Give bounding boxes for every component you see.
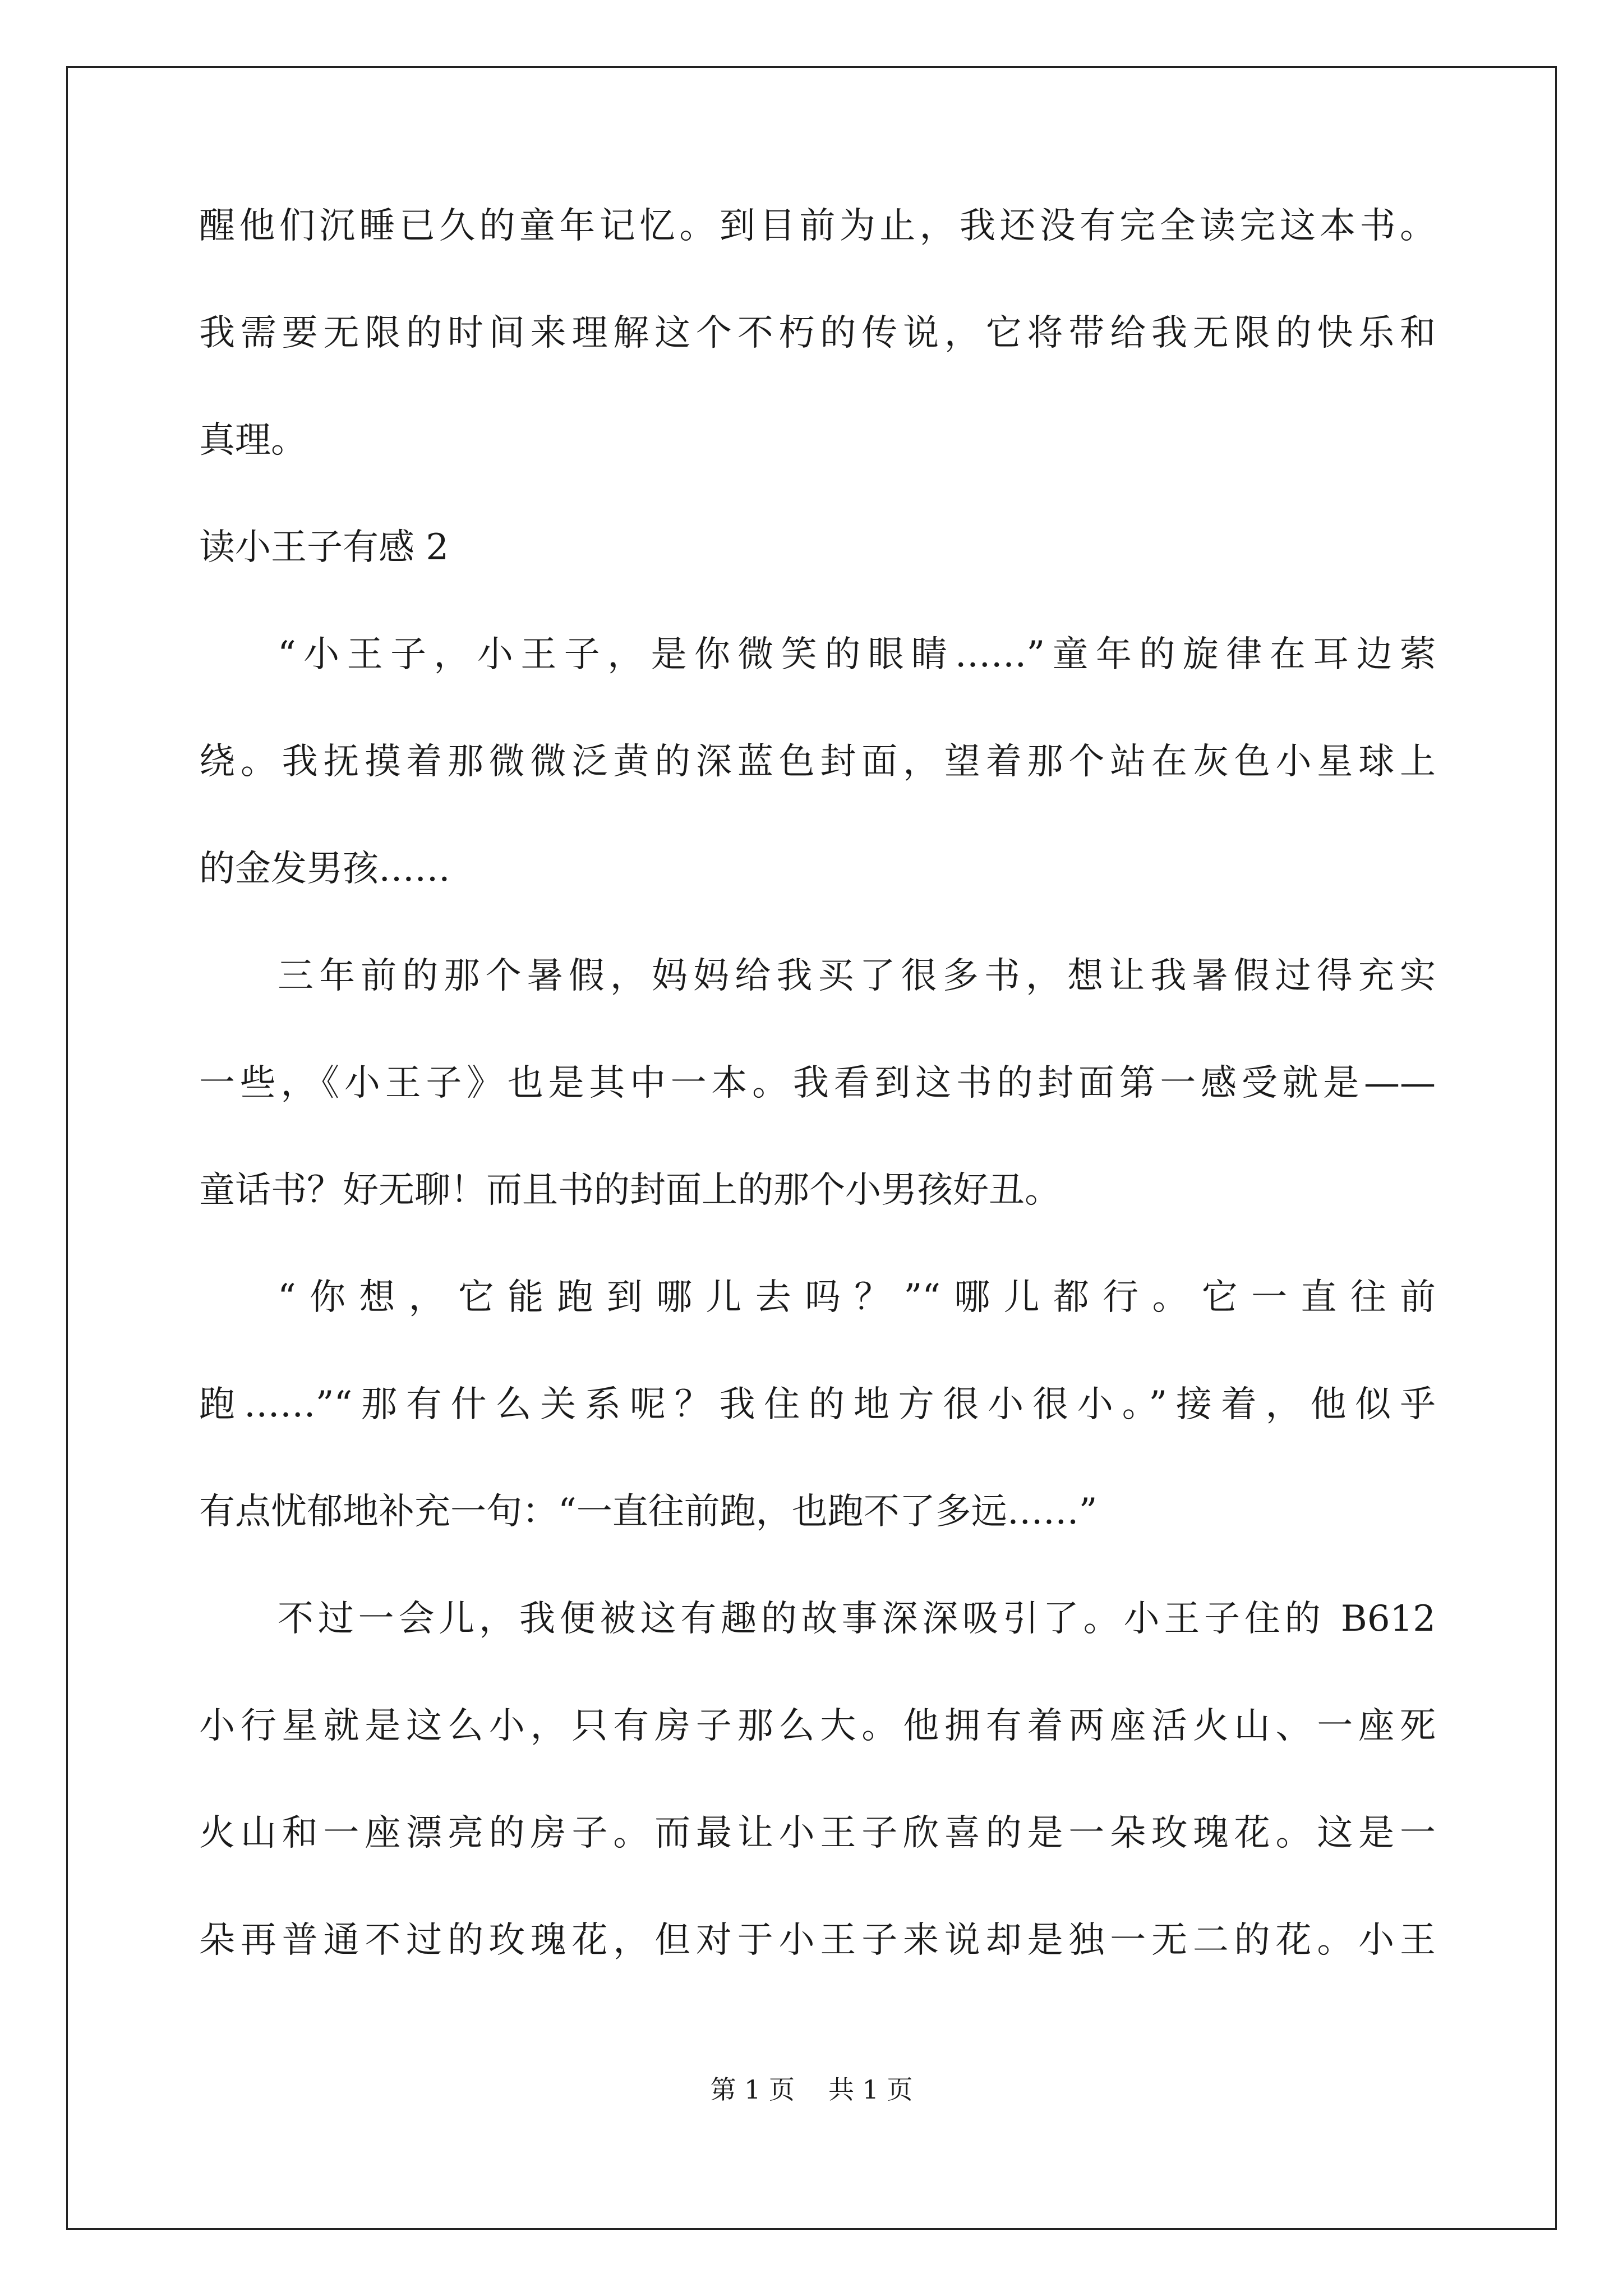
section-heading: 读小王子有感 2 xyxy=(199,527,449,568)
page-total: 共 1 页 xyxy=(828,2074,913,2105)
text-line: “你想，它能跑到哪儿去吗？”“哪儿都行。它一直往前 xyxy=(278,1277,1436,1318)
text-line: 不过一会儿，我便被这有趣的故事深深吸引了。小王子住的 B612 xyxy=(278,1598,1436,1640)
text-line: 绕。我抚摸着那微微泛黄的深蓝色封面，望着那个站在灰色小星球上 xyxy=(199,741,1436,783)
text-line: 有点忧郁地补充一句：“一直往前跑，也跑不了多远……” xyxy=(199,1491,1098,1533)
page-number: 第 1 页 xyxy=(710,2074,795,2105)
text-line: 童话书？好无聊！而且书的封面上的那个小男孩好丑。 xyxy=(199,1170,1061,1211)
text-line: 我需要无限的时间来理解这个不朽的传说，它将带给我无限的快乐和 xyxy=(199,312,1436,354)
text-line: 三年前的那个暑假，妈妈给我买了很多书，想让我暑假过得充实 xyxy=(278,955,1436,997)
text-line: “小王子，小王子，是你微笑的眼睛……”童年的旋律在耳边萦 xyxy=(278,634,1436,675)
text-line: 跑……”“那有什么关系呢？我住的地方很小很小。”接着，他似乎 xyxy=(199,1384,1436,1425)
text-line: 小行星就是这么小，只有房子那么大。他拥有着两座活火山、一座死 xyxy=(199,1705,1436,1747)
text-line: 的金发男孩…… xyxy=(199,848,450,890)
text-line: 真理。 xyxy=(199,420,307,461)
page-footer xyxy=(0,2073,1623,2106)
document-body xyxy=(199,199,1436,2021)
text-line: 一些，《小王子》也是其中一本。我看到这书的封面第一感受就是—— xyxy=(199,1062,1436,1104)
text-line: 火山和一座漂亮的房子。而最让小王子欣喜的是一朵玫瑰花。这是一 xyxy=(199,1812,1436,1854)
text-line: 醒他们沉睡已久的童年记忆。到目前为止，我还没有完全读完这本书。 xyxy=(199,205,1436,247)
text-line: 朵再普通不过的玫瑰花，但对于小王子来说却是独一无二的花。小王 xyxy=(199,1920,1436,1961)
